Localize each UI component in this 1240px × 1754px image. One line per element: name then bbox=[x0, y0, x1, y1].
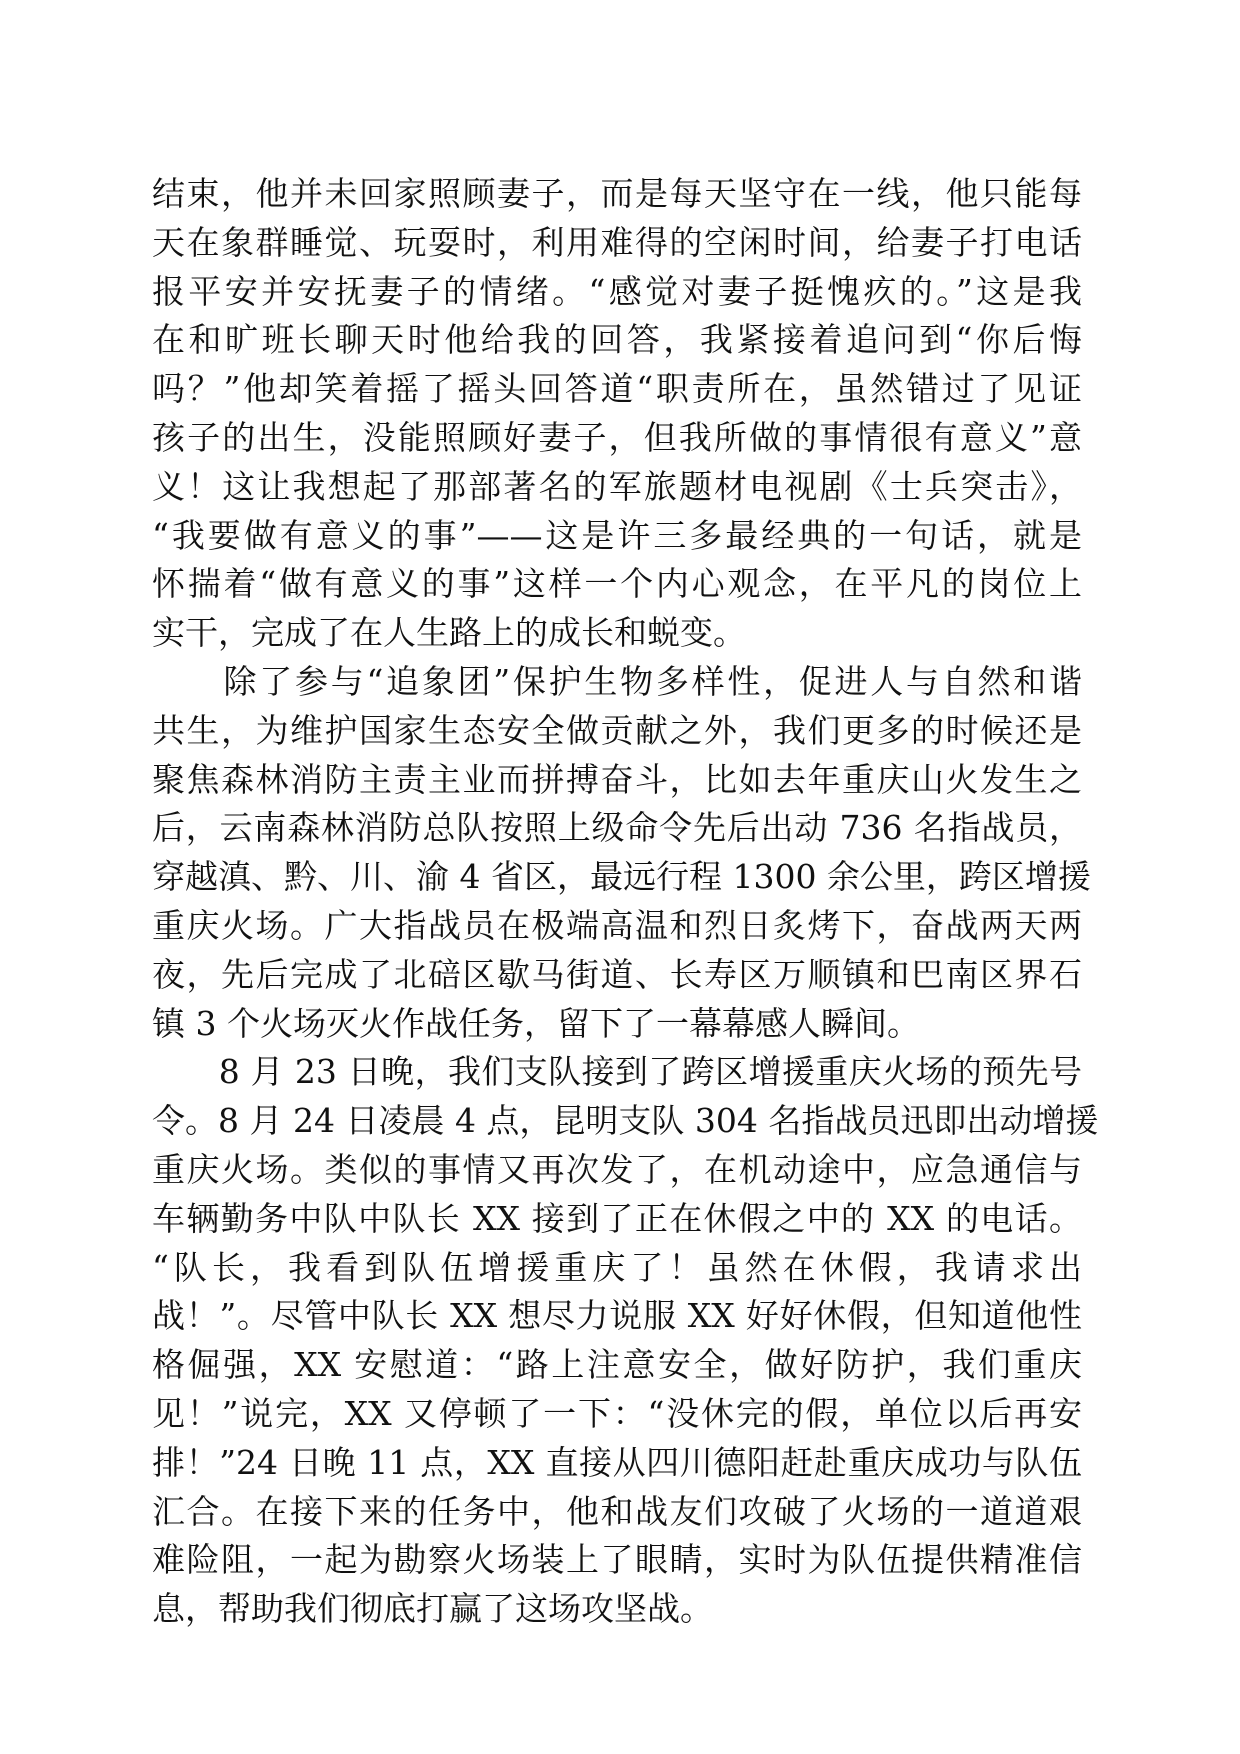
text-line: 结束，他并未回家照顾妻子，而是每天坚守在一线，他只能每 bbox=[152, 174, 1082, 213]
paragraph-2 bbox=[152, 658, 1091, 1048]
text-line: 在和旷班长聊天时他给我的回答，我紧接着追问到“你后悔 bbox=[152, 320, 1082, 360]
text-line: 穿越滇、黔、川、渝 4 省区，最远行程 1300 余公里，跨区增援 bbox=[152, 857, 1091, 897]
text-line: 怀揣着“做有意义的事”这样一个内心观念，在平凡的岗位上 bbox=[152, 564, 1082, 604]
text-line: “我要做有意义的事”——这是许三多最经典的一句话，就是 bbox=[152, 515, 1082, 555]
text-line: 实干，完成了在人生路上的成长和蜕变。 bbox=[152, 613, 746, 653]
text-line: “队长，我看到队伍增援重庆了！虽然在休假，我请求出 bbox=[152, 1247, 1082, 1287]
text-line: 车辆勤务中队中队长 XX 接到了正在休假之中的 XX 的电话。 bbox=[152, 1198, 1082, 1238]
text-line: 共生，为维护国家生态安全做贡献之外，我们更多的时候还是 bbox=[152, 710, 1082, 750]
text-line: 天在象群睡觉、玩耍时，利用难得的空闲时间，给妻子打电话 bbox=[152, 222, 1082, 262]
text-line: 除了参与“追象团”保护生物多样性，促进人与自然和谐 bbox=[152, 661, 1082, 701]
text-line: 镇 3 个火场灭火作战任务，留下了一幕幕感人瞬间。 bbox=[152, 1003, 920, 1043]
text-line: 重庆火场。类似的事情又再次发了，在机动途中，应急通信与 bbox=[152, 1149, 1082, 1189]
text-line: 令。8 月 24 日凌晨 4 点，昆明支队 304 名指战员迅即出动增援 bbox=[152, 1101, 1099, 1141]
paragraph-3 bbox=[152, 1048, 1099, 1634]
text-line: 夜，先后完成了北碚区歇马街道、长寿区万顺镇和巴南区界石 bbox=[152, 954, 1082, 994]
text-line: 孩子的出生，没能照顾好妻子，但我所做的事情很有意义”意 bbox=[152, 417, 1082, 457]
text-line: 格倔强，XX 安慰道：“路上注意安全，做好防护，我们重庆 bbox=[152, 1345, 1082, 1385]
text-line: 报平安并安抚妻子的情绪。“感觉对妻子挺愧疚的。”这是我 bbox=[152, 271, 1082, 311]
text-line: 聚焦森林消防主责主业而拼搏奋斗，比如去年重庆山火发生之 bbox=[152, 759, 1082, 799]
text-line: 后，云南森林消防总队按照上级命令先后出动 736 名指战员， bbox=[152, 808, 1082, 848]
text-line: 见！”说完，XX 又停顿了一下：“没休完的假，单位以后再安 bbox=[152, 1393, 1082, 1433]
text-line: 义！这让我想起了那部著名的军旅题材电视剧《士兵突击》， bbox=[152, 466, 1082, 506]
paragraph-1 bbox=[152, 170, 1082, 658]
text-line: 汇合。在接下来的任务中，他和战友们攻破了火场的一道道艰 bbox=[152, 1491, 1082, 1531]
text-line: 吗？”他却笑着摇了摇头回答道“职责所在，虽然错过了见证 bbox=[152, 369, 1082, 409]
text-line: 难险阻，一起为勘察火场装上了眼睛，实时为队伍提供精准信 bbox=[152, 1540, 1082, 1580]
body-text bbox=[152, 170, 1099, 1634]
text-line: 息，帮助我们彻底打赢了这场攻坚战。 bbox=[152, 1589, 713, 1629]
text-line: 战！”。尽管中队长 XX 想尽力说服 XX 好好休假，但知道他性 bbox=[152, 1296, 1082, 1336]
text-line: 排！”24 日晚 11 点，XX 直接从四川德阳赶赴重庆成功与队伍 bbox=[152, 1442, 1082, 1482]
text-line: 8 月 23 日晚，我们支队接到了跨区增援重庆火场的预先号 bbox=[152, 1052, 1082, 1092]
text-line: 重庆火场。广大指战员在极端高温和烈日炙烤下，奋战两天两 bbox=[152, 905, 1082, 945]
